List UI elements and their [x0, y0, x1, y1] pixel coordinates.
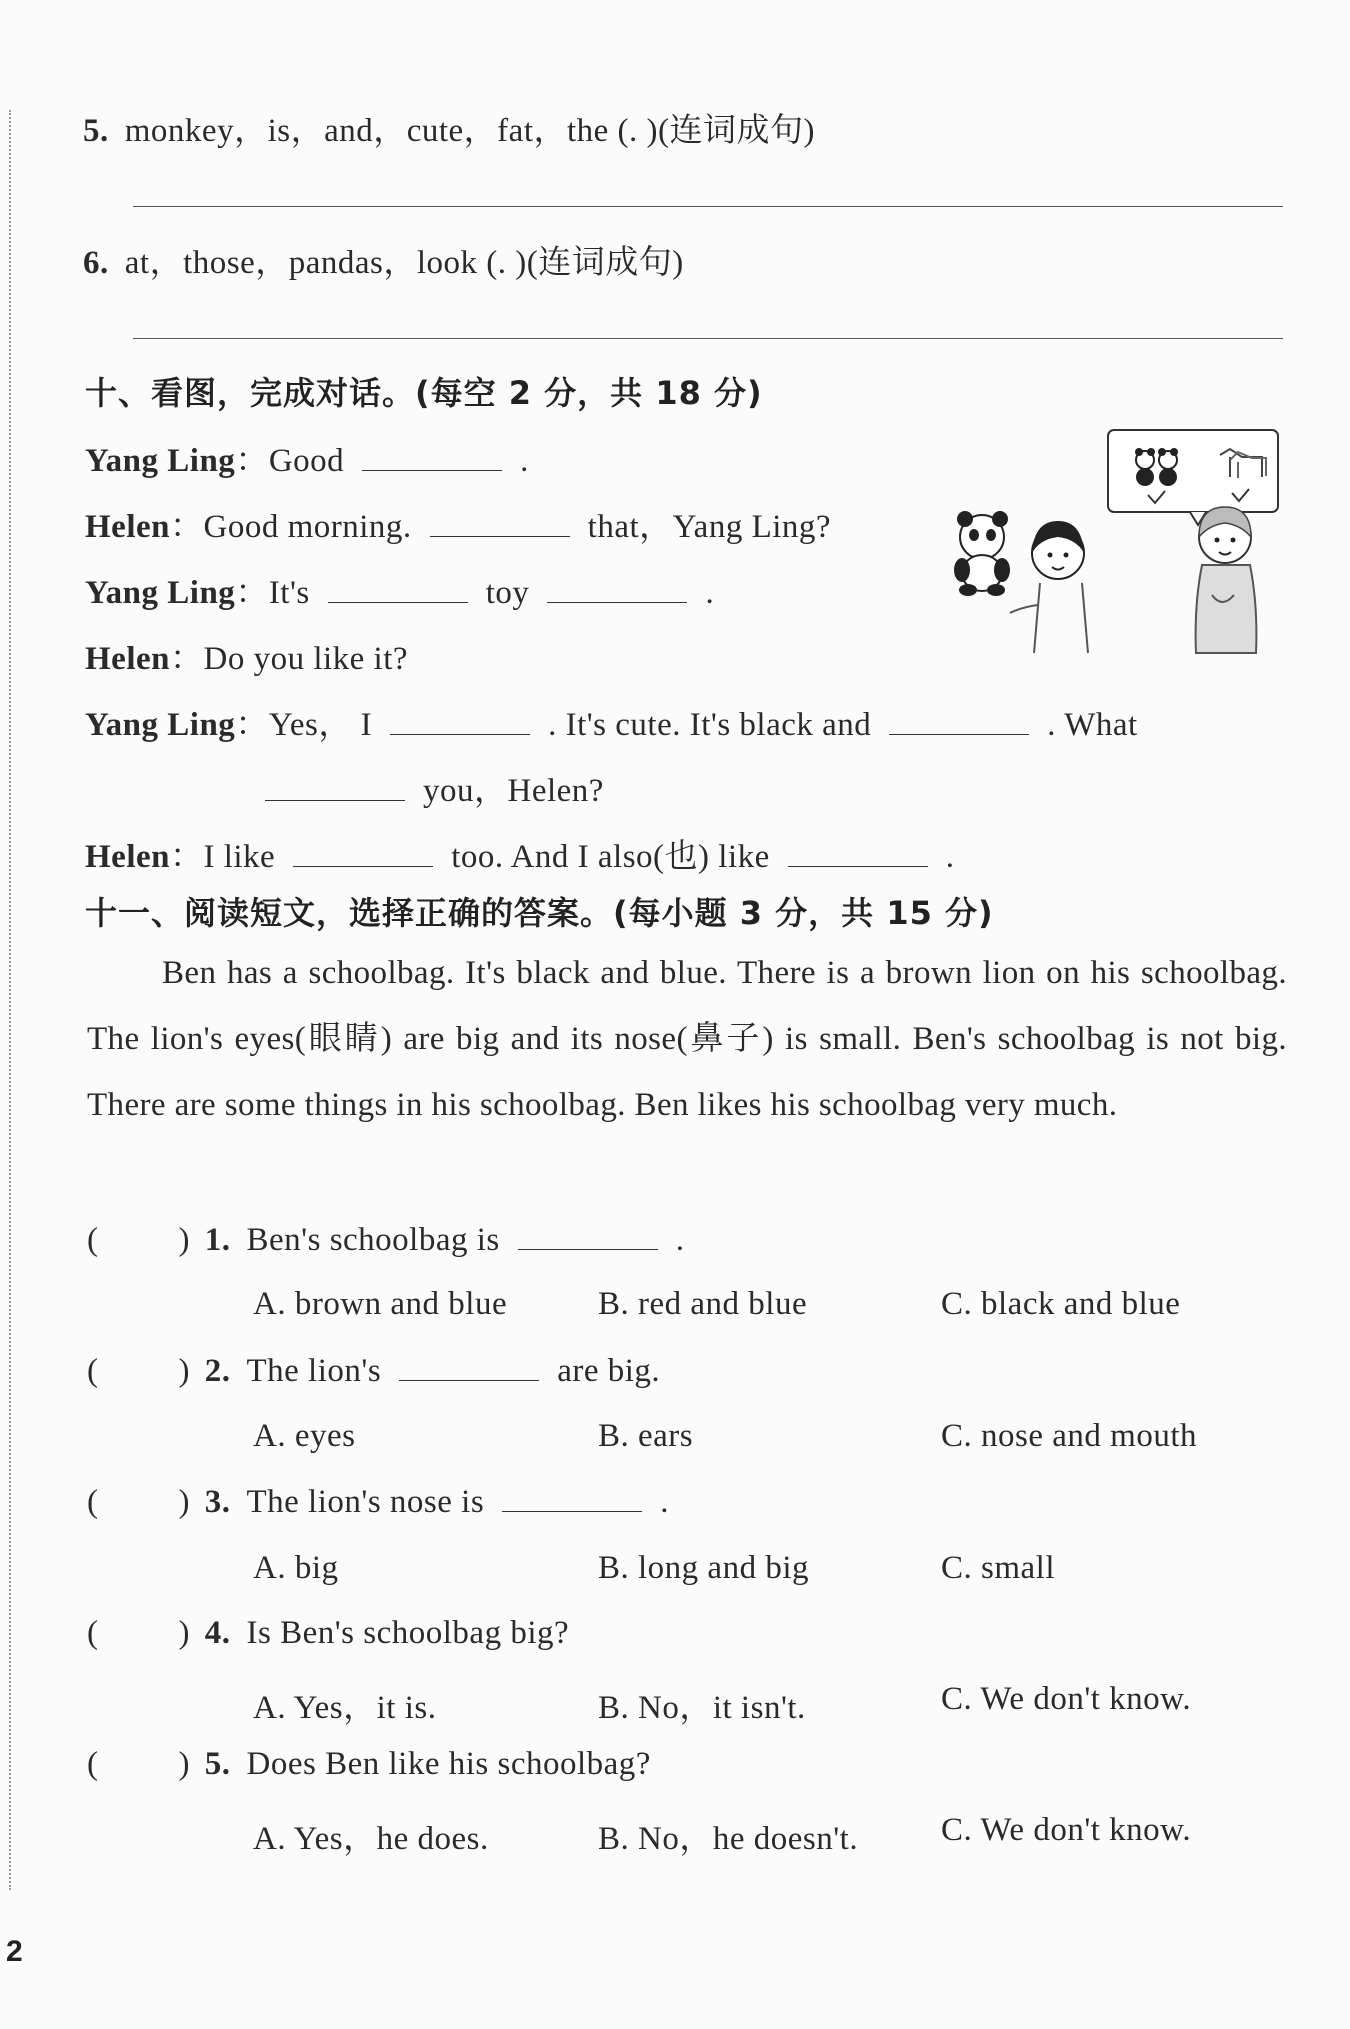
- question-stem: are big.: [557, 1353, 661, 1389]
- question-number: 5.: [204, 1746, 231, 1782]
- option-a[interactable]: A. brown and blue: [253, 1286, 508, 1322]
- question-2: [87, 1353, 660, 1390]
- speech-bubble-icon: [1108, 430, 1278, 525]
- question-stem: Is Ben's schoolbag big?: [246, 1615, 570, 1651]
- question-number: 3.: [204, 1484, 231, 1520]
- answer-line[interactable]: [133, 206, 1283, 207]
- girl-helen-icon: [1196, 507, 1257, 653]
- dialogue-text: toy: [485, 575, 530, 611]
- section-10-title: 十、看图，完成对话。(每空 2 分，共 18 分): [85, 374, 763, 412]
- question-stem: .: [660, 1484, 669, 1520]
- answer-paren-close: ): [178, 1484, 190, 1520]
- question-3: [87, 1484, 669, 1521]
- option-c[interactable]: C. black and blue: [941, 1286, 1181, 1322]
- answer-paren-close: ): [178, 1746, 190, 1782]
- dialogue-illustration: [940, 425, 1285, 665]
- question-4: [87, 1615, 569, 1652]
- item-text: at，those，pandas，look (. )(连词成句): [124, 245, 684, 281]
- option-a[interactable]: A. Yes，it is.: [253, 1690, 437, 1726]
- dialogue-text: ：Good morning.: [169, 509, 412, 545]
- speaker-name: Yang Ling: [85, 443, 236, 479]
- dialogue-text: you，Helen?: [423, 773, 604, 809]
- dialogue-text: ：Good: [235, 443, 345, 479]
- dialogue-text: .: [945, 839, 955, 875]
- answer-line[interactable]: [133, 338, 1283, 339]
- option-a[interactable]: A. Yes，he does.: [253, 1821, 489, 1857]
- dialogue-line-5: [85, 698, 1138, 745]
- question-number: 4.: [204, 1615, 231, 1651]
- option-b[interactable]: B. No，it isn't.: [598, 1690, 806, 1726]
- question-stem: The lion's nose is: [246, 1484, 485, 1520]
- reading-passage: [87, 940, 1287, 1138]
- fill-blank: [518, 1248, 658, 1250]
- answer-paren-open[interactable]: (: [87, 1746, 99, 1782]
- speaker-name: Helen: [85, 839, 170, 875]
- binding-dotted-line: [9, 110, 11, 1890]
- dialogue-line-6: [265, 764, 604, 811]
- speaker-name: Yang Ling: [85, 575, 236, 611]
- dialogue-text: ：Yes， I: [235, 707, 373, 743]
- fill-blank[interactable]: [390, 733, 530, 735]
- answer-paren-open[interactable]: (: [87, 1484, 99, 1520]
- fill-blank[interactable]: [293, 865, 433, 867]
- fill-blank[interactable]: [430, 535, 570, 537]
- option-a[interactable]: A. eyes: [253, 1418, 356, 1454]
- speaker-name: Helen: [85, 509, 170, 545]
- answer-paren-open[interactable]: (: [87, 1615, 99, 1651]
- item-5: [83, 104, 815, 151]
- panda-icon: [954, 511, 1010, 596]
- dialogue-line-7: [85, 830, 955, 877]
- option-b[interactable]: B. long and big: [598, 1550, 809, 1586]
- dialogue-text: .: [705, 575, 715, 611]
- page-number: 2: [6, 1935, 23, 1968]
- option-c[interactable]: C. We don't know.: [941, 1681, 1192, 1717]
- option-b[interactable]: B. No，he doesn't.: [598, 1821, 859, 1857]
- question-1: [87, 1222, 685, 1259]
- dialogue-text: . It's cute. It's black and: [548, 707, 872, 743]
- fill-blank: [399, 1379, 539, 1381]
- dialogue-text: ：It's: [235, 575, 310, 611]
- answer-paren-close: ): [178, 1353, 190, 1389]
- dialogue-text: ：Do you like it?: [169, 641, 409, 677]
- option-c[interactable]: C. We don't know.: [941, 1812, 1192, 1848]
- question-number: 2.: [204, 1353, 231, 1389]
- fill-blank[interactable]: [362, 469, 502, 471]
- option-a[interactable]: A. big: [253, 1550, 339, 1586]
- answer-paren-open[interactable]: (: [87, 1222, 99, 1258]
- dialogue-text: .: [520, 443, 529, 479]
- dialogue-text: ：I like: [169, 839, 276, 875]
- girl-yang-ling-icon: [1010, 521, 1088, 653]
- question-stem: Ben's schoolbag is: [246, 1222, 500, 1258]
- dialogue-text: . What: [1047, 707, 1138, 743]
- item-6: [83, 236, 684, 283]
- dialogue-line-4: [85, 632, 408, 679]
- dialogue-text: too. And I also(也) like: [451, 839, 770, 875]
- question-number: 1.: [204, 1222, 231, 1258]
- option-c[interactable]: C. small: [941, 1550, 1056, 1586]
- answer-paren-close: ): [178, 1222, 190, 1258]
- option-c[interactable]: C. nose and mouth: [941, 1418, 1197, 1454]
- fill-blank[interactable]: [788, 865, 928, 867]
- passage-text: Ben has a schoolbag. It's black and blue. There is a brown lion on his schoolbag. The lion's eyes(眼睛) are big and its nose(鼻子) is small. Ben's schoolbag is not big. There are some things in his schoolbag. Ben likes his schoolbag very much.: [87, 955, 1287, 1123]
- question-5: [87, 1746, 651, 1783]
- answer-paren-close: ): [178, 1615, 190, 1651]
- dialogue-line-3: [85, 566, 714, 613]
- question-stem: Does Ben like his schoolbag?: [246, 1746, 651, 1782]
- answer-paren-open[interactable]: (: [87, 1353, 99, 1389]
- speaker-name: Yang Ling: [85, 707, 236, 743]
- dialogue-text: that，Yang Ling?: [587, 509, 832, 545]
- dialogue-line-1: [85, 434, 529, 481]
- item-number: 5.: [83, 113, 109, 149]
- item-text: monkey，is，and，cute，fat，the (. )(连词成句): [124, 113, 816, 149]
- option-b[interactable]: B. ears: [598, 1418, 694, 1454]
- option-b[interactable]: B. red and blue: [598, 1286, 808, 1322]
- fill-blank[interactable]: [265, 799, 405, 801]
- fill-blank[interactable]: [547, 601, 687, 603]
- fill-blank: [502, 1510, 642, 1512]
- fill-blank[interactable]: [889, 733, 1029, 735]
- question-stem: .: [675, 1222, 685, 1258]
- section-11-title: 十一、阅读短文，选择正确的答案。(每小题 3 分，共 15 分): [85, 894, 994, 932]
- speaker-name: Helen: [85, 641, 170, 677]
- fill-blank[interactable]: [328, 601, 468, 603]
- item-number: 6.: [83, 245, 109, 281]
- question-stem: The lion's: [246, 1353, 382, 1389]
- dialogue-line-2: [85, 500, 831, 547]
